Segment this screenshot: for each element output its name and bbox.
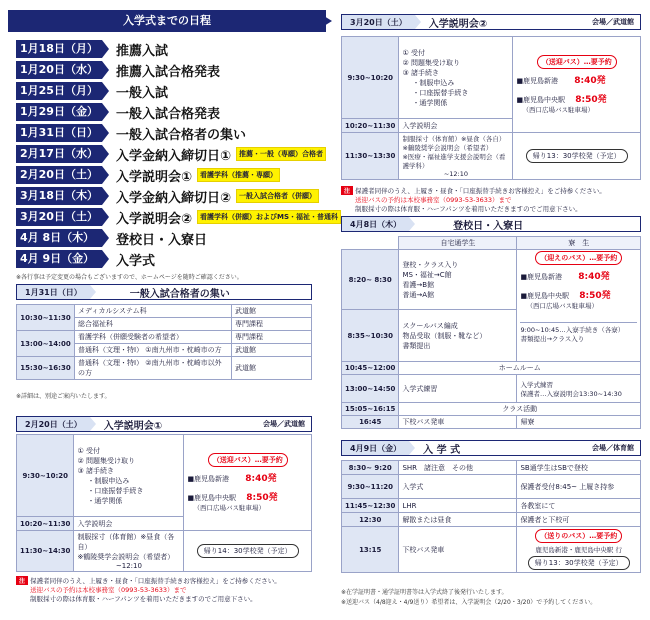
table-cell: 9:30~10:20 (342, 37, 399, 119)
briefing2-date: 3月20日（土） (342, 15, 415, 29)
step-item: ・口座振替手続き (412, 88, 469, 97)
schedule-event: 登校日・入寮日 (116, 232, 208, 248)
table-cell: SHR 諸注意 その他 (399, 461, 517, 475)
list-item: 普通→A館 (402, 290, 435, 299)
bus-time: 8:50発 (246, 493, 278, 503)
dorm-line: 保護者…入寮説明会13:30~14:30 (520, 389, 622, 398)
table-cell: 下校バス発車 (399, 527, 517, 573)
gathering-table (16, 304, 312, 380)
table-cell: 15:05~16:15 (342, 403, 399, 416)
ceremony-note: ※送迎バス（4/8迎え・4/9送り）希望者は、入学説明会（2/20・3/20）で予約してください。 (341, 599, 597, 606)
table-cell: 10:45~12:00 (342, 362, 399, 375)
schedule-date: 3月20日（土） (16, 208, 102, 226)
firstday-header (341, 216, 641, 232)
caution-line: 制服採寸の際は体育服・ハーフパンツを着用いただきますのでご用意下さい。 (30, 595, 257, 603)
schedule-row (16, 103, 220, 121)
ceremony-table (341, 460, 641, 573)
table-cell (342, 237, 399, 250)
schedule-event: 推薦入試 (116, 43, 169, 59)
dorm-line: 書類提出→クラス入り (520, 335, 585, 343)
bus-time: 8:50発 (575, 95, 607, 105)
firstday-title: 登校日・入寮日 (453, 220, 524, 232)
table-cell: 保護者と下校可 (517, 513, 641, 527)
bus-sub: （西口広場バス駐車場） (522, 106, 594, 114)
table-cell: 帰寮 (517, 416, 641, 429)
schedule-event: 入学説明会② (116, 211, 193, 227)
table-cell: 武道館 (232, 305, 312, 318)
caution-line: 保護者同伴のうえ、上履き・昼食・「口座振替手続きお客様控え」をご持参ください。 (30, 577, 281, 585)
schedule-event: 入学式 (116, 253, 156, 269)
bus-header: （送迎バス）…要予約 (208, 453, 288, 467)
schedule-row (16, 250, 155, 268)
dorm-line: 9:00~10:45…入寮手続き（各寮） (520, 322, 637, 334)
bus-header: （迎えのバス）…要予約 (535, 251, 622, 265)
uniform-line: ※医療・福祉進学支援会説明会（看護学科） (402, 153, 506, 170)
briefing2-title: 入学説明会② (428, 18, 488, 30)
briefing2-table (341, 36, 641, 180)
table-cell: 専門課程 (232, 318, 312, 331)
table-cell: 8:30~ 9:20 (342, 461, 399, 475)
schedule-row (16, 166, 280, 184)
table-cell: クラス活動 (399, 403, 641, 416)
caution-line: 送迎バスの予約は本校事務室（0993-53-3633）まで (355, 196, 512, 204)
table-cell: 各教室にて (517, 499, 641, 513)
table-cell: 15:30~16:30 (17, 357, 75, 380)
bus-time: 8:40発 (578, 272, 610, 282)
step-item: ③ 諸手続き (77, 466, 114, 475)
briefing2-venue: 会場／武道館 (592, 18, 634, 26)
step-item: ・通学関係 (412, 98, 448, 107)
table-cell: 13:15 (342, 527, 399, 573)
table-cell: SB通学生はSBで登校 (517, 461, 641, 475)
bus-stop: ■鹿児島新港 (187, 475, 230, 483)
briefing2-header (341, 14, 641, 30)
uniform-line: ※鶴陵奨学会説明会（希望者） (77, 553, 175, 561)
step-item: ① 受付 (402, 48, 425, 57)
schedule-row (16, 229, 207, 247)
schedule-badge: 推薦・一般（専願）合格者 (236, 147, 326, 161)
bus-header: （送りのバス）…要予約 (535, 529, 622, 543)
step-item: ・口座振替手続き (87, 486, 144, 495)
bus-stop: ■鹿児島中央駅 (516, 96, 566, 104)
uniform-line: 制服採寸（体育館）※昼食（各自） (77, 533, 175, 551)
table-cell: 普通科（文理・特I） ②南九州市・枕崎市以外の方 (75, 357, 232, 380)
schedule-date: 1月31日（日） (16, 124, 102, 142)
table-cell: 下校バス発車 (399, 416, 517, 429)
table-cell: LHR (399, 499, 517, 513)
briefing1-header (16, 416, 312, 432)
step-item: ② 問題集受け取り (402, 58, 460, 67)
table-cell: 保護者受付8:45~ 上履き持参 (517, 475, 641, 499)
bus-stop: ■鹿児島中央駅 (187, 494, 237, 502)
gathering-date: 1月31日（日） (17, 285, 90, 299)
briefing2-caution (341, 186, 641, 213)
table-cell: 13:00~14:00 (17, 331, 75, 357)
firstday-date: 4月8日（木） (342, 217, 409, 231)
schedule-date: 4月 8日（木） (16, 229, 102, 247)
briefing1-venue: 会場／武道館 (263, 420, 305, 428)
schedule-event: 一般入試 (116, 85, 169, 101)
briefing1-title: 入学説明会① (103, 420, 163, 432)
schedule-row (16, 82, 168, 100)
col-header: 寮 生 (517, 237, 641, 250)
schedule-event: 一般入試合格発表 (116, 106, 221, 122)
caution-badge: 注 (16, 576, 28, 585)
schedule-row (16, 208, 341, 226)
uniform-cell (74, 531, 184, 572)
table-cell: 入学式練習 (399, 375, 517, 403)
bus-stop: ■鹿児島中央駅 (520, 292, 570, 300)
step-item: ・通学関係 (87, 496, 123, 505)
schedule-event: 入学金納入締切日① (116, 148, 232, 164)
schedule-title: 入学式までの日程 (8, 10, 326, 32)
step-item: ② 問題集受け取り (77, 456, 135, 465)
table-cell: 11:45~12:30 (342, 499, 399, 513)
briefing1-steps (74, 435, 184, 517)
uniform-line: ※鶴陵奨学会説明会（希望者） (402, 144, 493, 152)
ceremony-header (341, 440, 641, 456)
briefing1-bus (184, 435, 312, 531)
list-item: 書類提出 (402, 341, 431, 350)
gathering-title: 一般入試合格者の集い (129, 288, 230, 300)
ceremony-note: ※在学証明書・通学証明書等は入学式終了後発行いたします。 (341, 589, 508, 596)
step-item: ③ 諸手続き (402, 68, 439, 77)
briefing1-date: 2月20日（土） (17, 417, 90, 431)
table-cell: 12:30 (342, 513, 399, 527)
schedule-badge: 看護学科（併願）およびMS・福祉・普通科 (197, 210, 341, 224)
return-pill: 帰り14：30学校発（予定） (197, 544, 299, 558)
table-cell: 解散または昼食 (399, 513, 517, 527)
step-item: ・制服申込み (87, 476, 130, 485)
table-cell: 8:20~ 8:30 (342, 250, 399, 310)
bus-time: 8:40発 (245, 474, 277, 484)
caution-line: 保護者同伴のうえ、上履き・昼食・「口座振替手続きお客様控え」をご持参ください。 (355, 187, 606, 195)
schedule-badge: 看護学科（推薦・専願） (197, 168, 280, 182)
table-cell: 総合福祉科 (75, 318, 232, 331)
ceremony-title: 入 学 式 (423, 444, 461, 456)
bus-sub: （西口広場バス駐車場） (526, 302, 598, 310)
list-item: 登校・クラス入り (402, 260, 459, 269)
bus-stop: ■鹿児島新港 (516, 77, 559, 85)
list-item: MS・福祉→C館 (402, 270, 452, 279)
bus-time: 8:40発 (574, 76, 606, 86)
briefing1-table (16, 434, 312, 572)
table-cell: 10:30~11:30 (17, 305, 75, 331)
gathering-note: ※詳細は、別途ご案内いたします。 (16, 393, 111, 400)
caution-badge: 注 (341, 186, 353, 195)
table-cell: 10:20~11:30 (342, 119, 399, 133)
briefing1-caution (16, 576, 316, 603)
caution-line: 制服採寸の際は体育服・ハーフパンツを着用いただきますのでご用意下さい。 (355, 205, 582, 213)
schedule-date: 2月17日（水） (16, 145, 102, 163)
schedule-event: 入学金納入締切日② (116, 190, 232, 206)
ceremony-date: 4月9日（金） (342, 441, 409, 455)
caution-line: 送迎バスの予約は本校事務室（0993-53-3633）まで (30, 586, 187, 594)
step-item: ・制服申込み (412, 78, 455, 87)
table-cell: 普通科（文理・特I） ①南九州市・枕崎市の方 (75, 344, 232, 357)
table-cell: 9:30~10:20 (17, 435, 74, 517)
schedule-date: 1月20日（水） (16, 61, 102, 79)
gathering-header (16, 284, 312, 300)
table-cell: 入学説明会 (74, 517, 184, 531)
bus-header: （送迎バス）…要予約 (537, 55, 617, 69)
table-cell: 11:30~14:30 (17, 531, 74, 572)
schedule-date: 1月29日（金） (16, 103, 102, 121)
table-cell: 16:45 (342, 416, 399, 429)
bus-stop: ■鹿児島新港 (520, 273, 563, 281)
table-cell: 9:30~11:20 (342, 475, 399, 499)
schedule-event: 入学説明会① (116, 169, 193, 185)
list-item: 物品受取（制服・靴など） (402, 331, 487, 340)
dorm-line: 入学式練習 (520, 380, 553, 389)
table-cell: 8:35~10:30 (342, 310, 399, 362)
table-cell: 入学説明会 (399, 119, 513, 133)
uniform-line: ~12:10 (443, 170, 469, 178)
table-cell: 10:20~11:30 (17, 517, 74, 531)
ceremony-venue: 会場／体育館 (592, 444, 634, 452)
schedule-row (16, 40, 168, 58)
schedule-event: 推薦入試合格発表 (116, 64, 221, 80)
table-cell: 武道館 (232, 344, 312, 357)
table-cell: 看護学科（併願受験者の希望者） (75, 331, 232, 344)
schedule-row (16, 187, 319, 205)
step-item: ① 受付 (77, 446, 100, 455)
uniform-line: 制服採寸（体育館）※昼食（各自） (402, 135, 506, 143)
schedule-row (16, 61, 220, 79)
table-cell: 武道館 (232, 357, 312, 380)
schedule-row (16, 124, 246, 142)
schedule-date: 2月20日（土） (16, 166, 102, 184)
return-pill: 帰り13：30学校発（予定） (528, 556, 630, 570)
bus-dest: 鹿児島新港・鹿児島中央駅 行 (535, 546, 622, 554)
schedule-date: 1月25日（月） (16, 82, 102, 100)
table-cell: 13:00~14:50 (342, 375, 399, 403)
schedule-date: 4月 9日（金） (16, 250, 102, 268)
table-cell: ホームルーム (399, 362, 641, 375)
table-cell: 入学式 (399, 475, 517, 499)
table-cell: 専門課程 (232, 331, 312, 344)
col-header: 自宅通学生 (399, 237, 517, 250)
list-item: 看護→B館 (402, 280, 435, 289)
firstday-table (341, 236, 641, 429)
schedule-date: 3月18日（木） (16, 187, 102, 205)
schedule-row (16, 145, 326, 163)
table-cell: メディカルシステム科 (75, 305, 232, 318)
return-pill: 帰り13：30学校発（予定） (526, 149, 628, 163)
bus-time: 8:50発 (579, 291, 611, 301)
schedule-event: 一般入試合格者の集い (116, 127, 247, 143)
list-item: スクールバス編成 (402, 321, 458, 330)
uniform-line: ~12:10 (115, 562, 142, 570)
schedule-date: 1月18日（月） (16, 40, 102, 58)
bus-sub: （西口広場バス駐車場） (193, 504, 265, 512)
schedule-badge: 一般入試合格者（併願） (236, 189, 319, 203)
schedule-note: ※各行事は予定変更の場合もございますので、ホームページを随時ご確認ください。 (16, 274, 243, 281)
table-cell: 11:30~13:30 (342, 133, 399, 180)
